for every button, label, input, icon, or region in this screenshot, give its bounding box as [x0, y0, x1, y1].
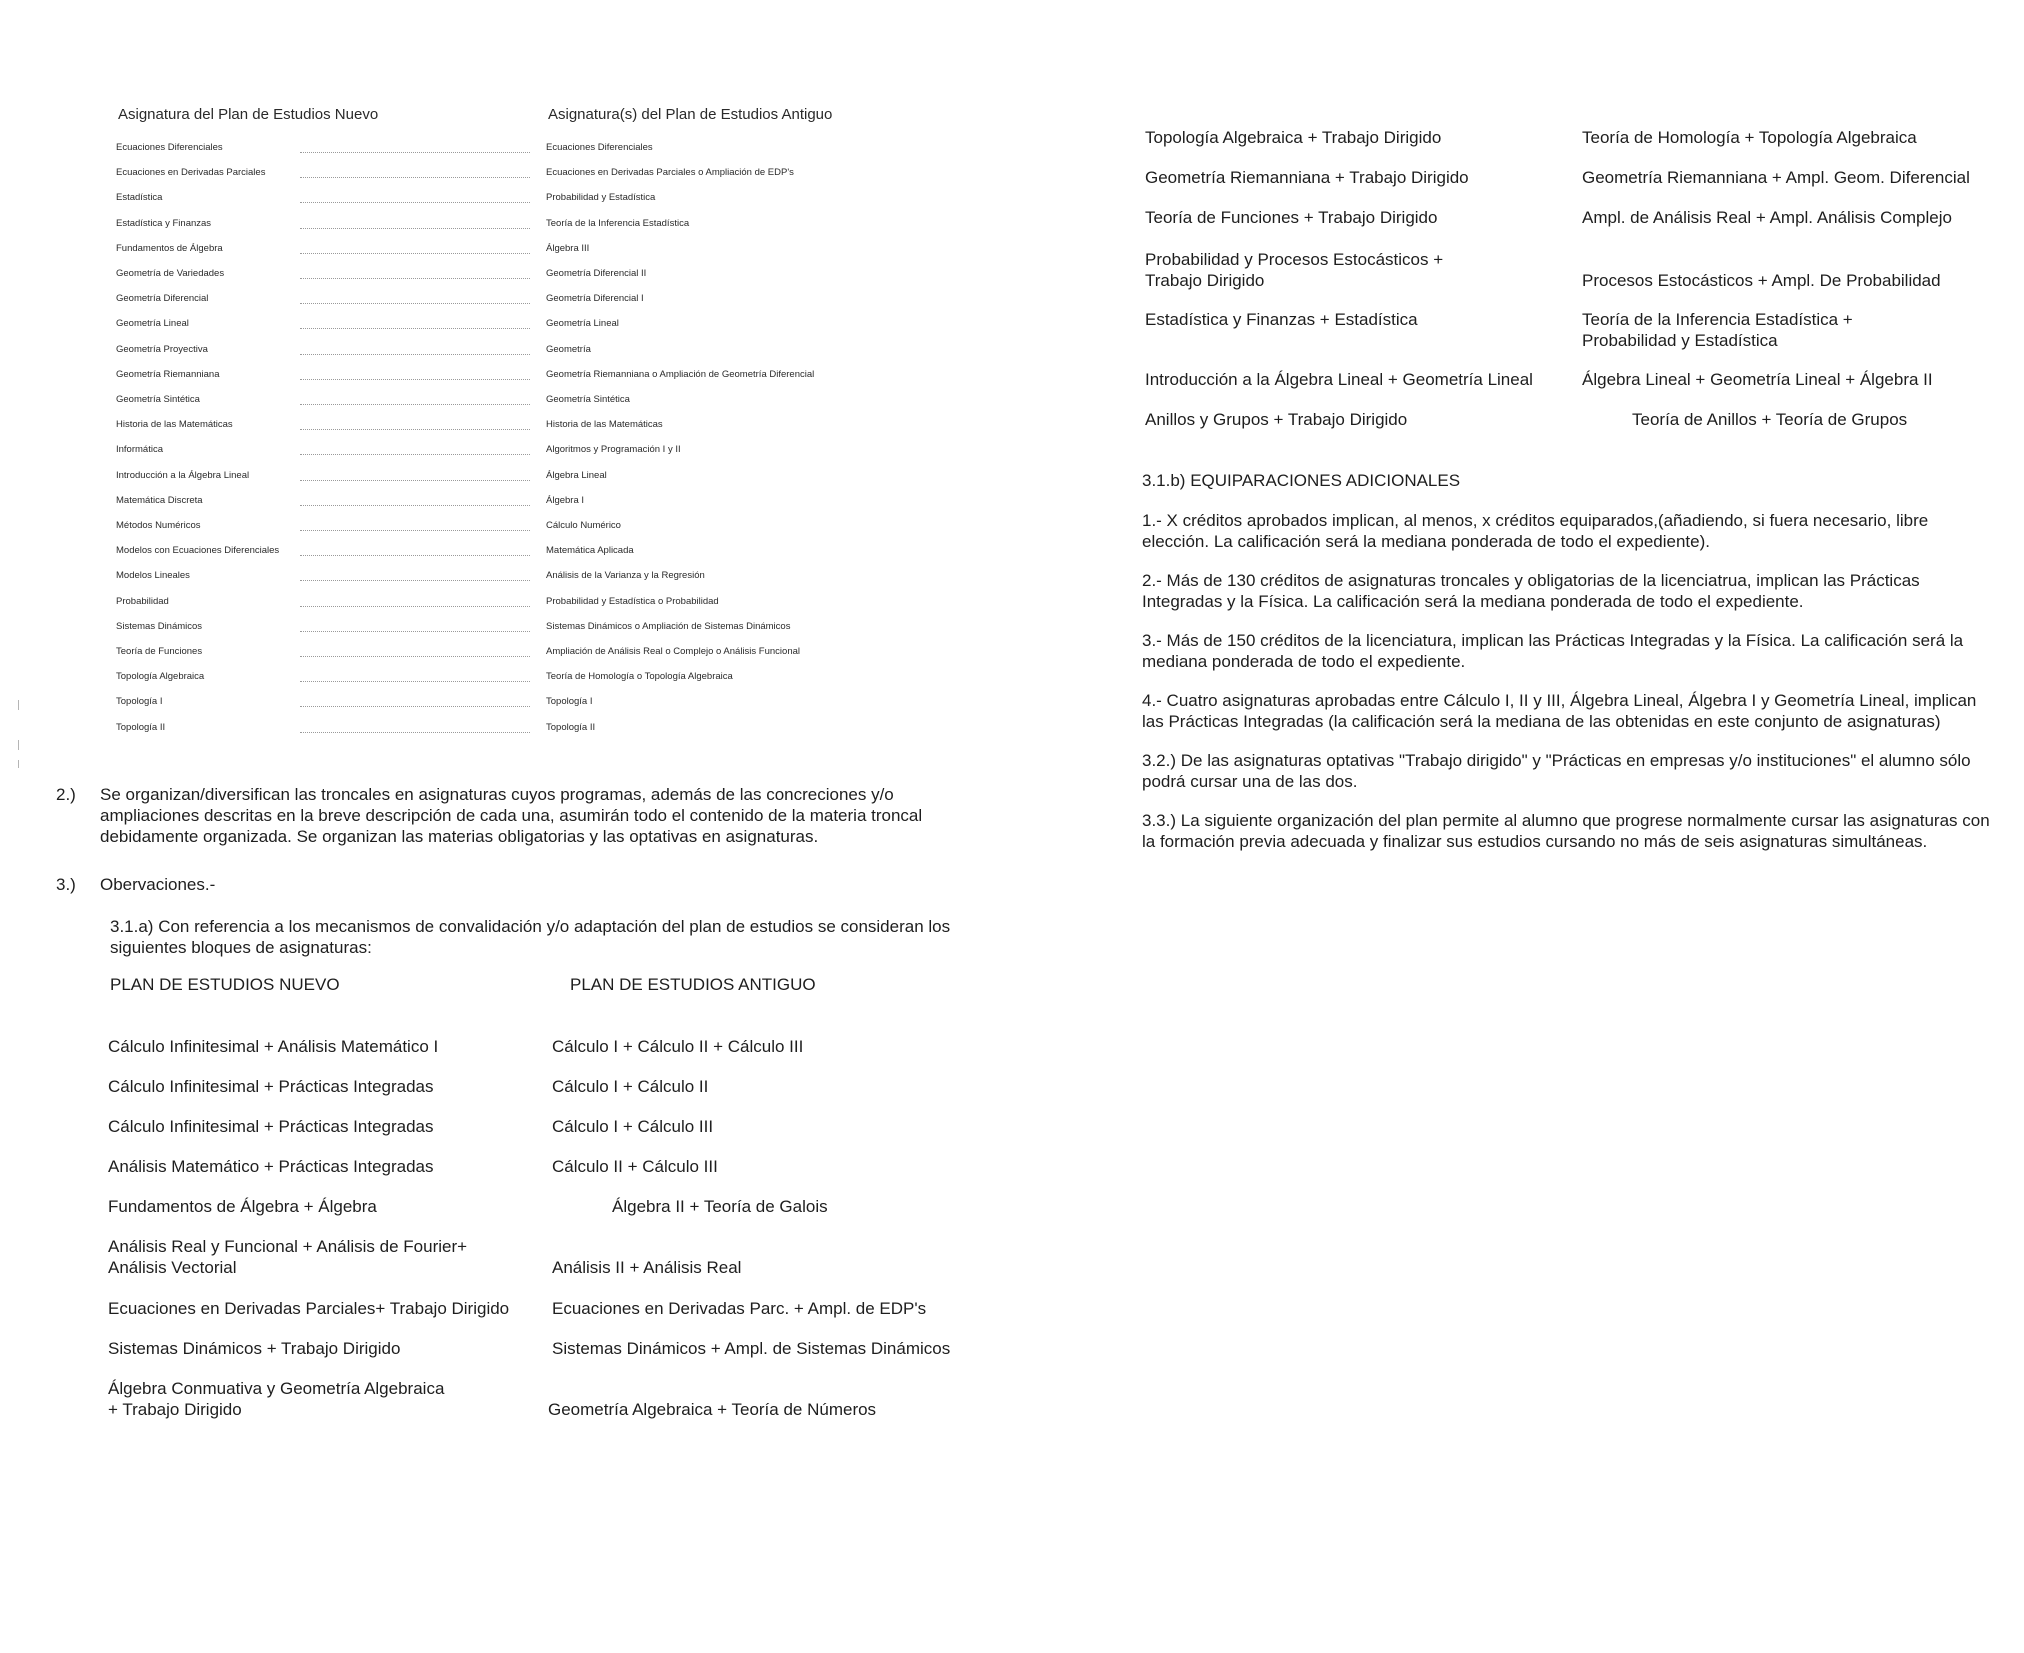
block-old: Análisis II + Análisis Real: [552, 1258, 742, 1277]
small-row-new: Informática: [116, 444, 163, 455]
small-row-new: Sistemas Dinámicos: [116, 621, 203, 632]
section-31a-intro: 3.1.a) Con referencia a los mecanismos de convalidación y/o adaptación del plan de estudios se consideran los siguientes bloques de asignaturas:: [110, 917, 951, 957]
dotted-leader: [300, 580, 530, 581]
dotted-leader: [300, 177, 530, 178]
dotted-leader: [300, 530, 530, 531]
small-row-new: Ecuaciones en Derivadas Parciales: [116, 167, 266, 178]
dotted-leader: [300, 681, 530, 682]
dotted-leader: [300, 555, 530, 556]
dotted-leader: [300, 328, 530, 329]
block-new-line: Análisis Vectorial: [108, 1258, 237, 1277]
small-row-new: Geometría Proyectiva: [116, 344, 208, 355]
dotted-leader: [300, 706, 530, 707]
small-row-old: Álgebra I: [546, 495, 585, 506]
block-right-new-line: Trabajo Dirigido: [1145, 271, 1265, 290]
dotted-leader: [300, 303, 530, 304]
dotted-leader: [300, 379, 530, 380]
block-right-old-line: Procesos Estocásticos + Ampl. De Probabilidad: [1582, 271, 1941, 290]
block-right-new-line: Introducción a la Álgebra Lineal + Geometría Lineal: [1145, 370, 1533, 389]
dotted-leader: [300, 228, 530, 229]
block-old: Cálculo II + Cálculo III: [552, 1157, 718, 1176]
dotted-leader: [300, 454, 530, 455]
section-32-text: 3.2.) De las asignaturas optativas "Trabajo dirigido" y "Prácticas en empresas y/o instituciones" el alumno sólo podrá cursar una de las dos.: [1142, 751, 1971, 791]
small-row-old: Historia de las Matemáticas: [546, 419, 663, 430]
small-row-old: Geometría Riemanniana o Ampliación de Geometría Diferencial: [546, 369, 815, 380]
small-row-old: Álgebra Lineal: [546, 470, 607, 481]
dotted-leader: [300, 732, 530, 733]
small-row-old: Ampliación de Análisis Real o Complejo o Análisis Funcional: [546, 646, 800, 657]
small-row-new: Matemática Discreta: [116, 495, 203, 506]
block-right-new-line: Topología Algebraica + Trabajo Dirigido: [1145, 128, 1442, 147]
dotted-leader: [300, 631, 530, 632]
block-new-line: Fundamentos de Álgebra + Álgebra: [108, 1197, 377, 1216]
block-old: Geometría Algebraica + Teoría de Números: [548, 1400, 877, 1419]
block-old: Álgebra II + Teoría de Galois: [612, 1197, 828, 1216]
small-row-old: Geometría Sintética: [546, 394, 630, 405]
block-new-line: Ecuaciones en Derivadas Parciales+ Trabajo Dirigido: [108, 1299, 510, 1318]
small-row-old: Teoría de la Inferencia Estadística: [546, 218, 690, 229]
block-new-line: Cálculo Infinitesimal + Prácticas Integradas: [108, 1117, 434, 1136]
dotted-leader: [300, 656, 530, 657]
dotted-leader: [300, 480, 530, 481]
section-3-number: 3.): [56, 875, 76, 894]
dotted-leader: [300, 429, 530, 430]
plan-nuevo-header: PLAN DE ESTUDIOS NUEVO: [110, 975, 340, 994]
block-new-line: Cálculo Infinitesimal + Prácticas Integradas: [108, 1077, 434, 1096]
small-row-new: Teoría de Funciones: [116, 646, 203, 657]
block-new-line: Sistemas Dinámicos + Trabajo Dirigido: [108, 1339, 401, 1358]
equiparacion-item-4: 4.- Cuatro asignaturas aprobadas entre Cálculo I, II y III, Álgebra Lineal, Álgebra I y Geometría Lineal, implican las Prácticas Integradas (la calificación será la mediana de las obtenidas en este conjunto de asignaturas): [1142, 691, 1977, 731]
small-row-new: Ecuaciones Diferenciales: [116, 142, 223, 153]
table-header-new: Asignatura del Plan de Estudios Nuevo: [118, 106, 379, 123]
block-right-old-line: Álgebra Lineal + Geometría Lineal + Álgebra II: [1582, 370, 1933, 389]
small-row-old: Geometría Diferencial II: [546, 268, 647, 279]
block-right-old-line: Ampl. de Análisis Real + Ampl. Análisis Complejo: [1582, 208, 1952, 227]
dotted-leader: [300, 253, 530, 254]
block-old: Ecuaciones en Derivadas Parc. + Ampl. de EDP's: [552, 1299, 927, 1318]
dotted-leader: [300, 404, 530, 405]
block-new-line: Álgebra Conmuativa y Geometría Algebraica: [108, 1379, 445, 1398]
small-row-old: Teoría de Homología o Topología Algebraica: [546, 671, 733, 682]
small-row-old: Sistemas Dinámicos o Ampliación de Sistemas Dinámicos: [546, 621, 791, 632]
small-row-new: Historia de las Matemáticas: [116, 419, 233, 430]
dotted-leader: [300, 152, 530, 153]
block-new-line: Cálculo Infinitesimal + Análisis Matemático I: [108, 1037, 439, 1056]
small-row-old: Ecuaciones en Derivadas Parciales o Ampliación de EDP's: [546, 167, 794, 178]
small-row-new: Topología II: [116, 722, 166, 733]
small-row-old: Algoritmos y Programación I y II: [546, 444, 681, 455]
dotted-leader: [300, 278, 530, 279]
small-row-new: Geometría Riemanniana: [116, 369, 220, 380]
small-row-old: Cálculo Numérico: [546, 520, 621, 531]
equiparacion-item-2: 2.- Más de 130 créditos de asignaturas troncales y obligatorias de la licenciatrua, implican las Prácticas Integradas y la Física. La calificación será la mediana ponderada de todo el expediente.: [1142, 571, 1920, 611]
block-right-old-line: Geometría Riemanniana + Ampl. Geom. Diferencial: [1582, 168, 1970, 187]
equiparacion-item-1: 1.- X créditos aprobados implican, al menos, x créditos equiparados,(añadiendo, si fuera necesario, libre elección. La calificación será la mediana ponderada de todo el expediente).: [1142, 511, 1929, 551]
small-row-old: Probabilidad y Estadística o Probabilidad: [546, 596, 719, 607]
block-old: Sistemas Dinámicos + Ampl. de Sistemas Dinámicos: [552, 1339, 951, 1358]
small-row-new: Geometría Sintética: [116, 394, 200, 405]
block-right-old-line: Teoría de Anillos + Teoría de Grupos: [1632, 410, 1908, 429]
small-row-new: Métodos Numéricos: [116, 520, 201, 531]
plan-antiguo-header: PLAN DE ESTUDIOS ANTIGUO: [570, 975, 816, 994]
small-row-new: Probabilidad: [116, 596, 169, 607]
equiparacion-item-3: 3.- Más de 150 créditos de la licenciatura, implican las Prácticas Integradas y la Física. La calificación será la mediana ponderada de todo el expediente.: [1142, 631, 1964, 671]
small-row-old: Topología II: [546, 722, 596, 733]
block-right-old-line: Teoría de Homología + Topología Algebraica: [1582, 128, 1917, 147]
small-row-new: Geometría de Variedades: [116, 268, 225, 279]
dotted-leader: [300, 354, 530, 355]
block-old: Cálculo I + Cálculo III: [552, 1117, 714, 1136]
small-row-new: Geometría Diferencial: [116, 293, 209, 304]
block-old: Cálculo I + Cálculo II: [552, 1077, 709, 1096]
block-right-new-line: Teoría de Funciones + Trabajo Dirigido: [1145, 208, 1438, 227]
block-right-new-line: Probabilidad y Procesos Estocásticos +: [1145, 250, 1444, 269]
block-right-new-line: Estadística y Finanzas + Estadística: [1145, 310, 1418, 329]
small-row-new: Modelos con Ecuaciones Diferenciales: [116, 545, 280, 556]
small-row-old: Álgebra III: [546, 243, 590, 254]
table-header-old: Asignatura(s) del Plan de Estudios Antiguo: [548, 106, 833, 123]
section-2-number: 2.): [56, 785, 76, 804]
small-row-old: Topología I: [546, 696, 593, 707]
block-right-new-line: Anillos y Grupos + Trabajo Dirigido: [1145, 410, 1408, 429]
small-row-new: Estadística: [116, 192, 163, 203]
block-new-line: Análisis Real y Funcional + Análisis de Fourier+: [108, 1237, 468, 1256]
small-row-old: Geometría Diferencial I: [546, 293, 644, 304]
block-new-line: + Trabajo Dirigido: [108, 1400, 242, 1419]
small-row-new: Topología I: [116, 696, 163, 707]
dotted-leader: [300, 202, 530, 203]
block-new-line: Análisis Matemático + Prácticas Integradas: [108, 1157, 434, 1176]
small-row-new: Modelos Lineales: [116, 570, 190, 581]
block-right-old-line: Teoría de la Inferencia Estadística +: [1582, 310, 1853, 329]
small-row-old: Ecuaciones Diferenciales: [546, 142, 653, 153]
block-right-new-line: Geometría Riemanniana + Trabajo Dirigido: [1145, 168, 1469, 187]
section-3-title: Obervaciones.-: [100, 875, 216, 894]
small-row-new: Fundamentos de Álgebra: [116, 243, 223, 254]
section-33-text: 3.3.) La siguiente organización del plan permite al alumno que progrese normalmente cursar las asignaturas con la formación previa adecuada y finalizar sus estudios cursando no más de seis asignaturas simultáneas.: [1142, 811, 1990, 851]
small-row-old: Matemática Aplicada: [546, 545, 634, 556]
small-row-old: Probabilidad y Estadística: [546, 192, 656, 203]
block-old: Cálculo I + Cálculo II + Cálculo III: [552, 1037, 804, 1056]
small-row-old: Geometría Lineal: [546, 318, 619, 329]
small-row-new: Introducción a la Álgebra Lineal: [116, 470, 250, 481]
block-right-old-line: Probabilidad y Estadística: [1582, 331, 1778, 350]
section-31b-title: 3.1.b) EQUIPARACIONES ADICIONALES: [1142, 471, 1461, 490]
small-row-new: Topología Algebraica: [116, 671, 205, 682]
small-row-new: Estadística y Finanzas: [116, 218, 212, 229]
section-2-text: Se organizan/diversifican las troncales en asignaturas cuyos programas, además de las concreciones y/o ampliaciones descritas en la breve descripción de cada una, asumirán todo el contenido de la materia troncal debidamente organizada. Se organizan las materias obligatorias y las optativas en asignaturas.: [100, 785, 923, 846]
small-row-old: Geometría: [546, 344, 591, 355]
dotted-leader: [300, 505, 530, 506]
small-row-new: Geometría Lineal: [116, 318, 189, 329]
small-row-old: Análisis de la Varianza y la Regresión: [546, 570, 705, 581]
dotted-leader: [300, 606, 530, 607]
